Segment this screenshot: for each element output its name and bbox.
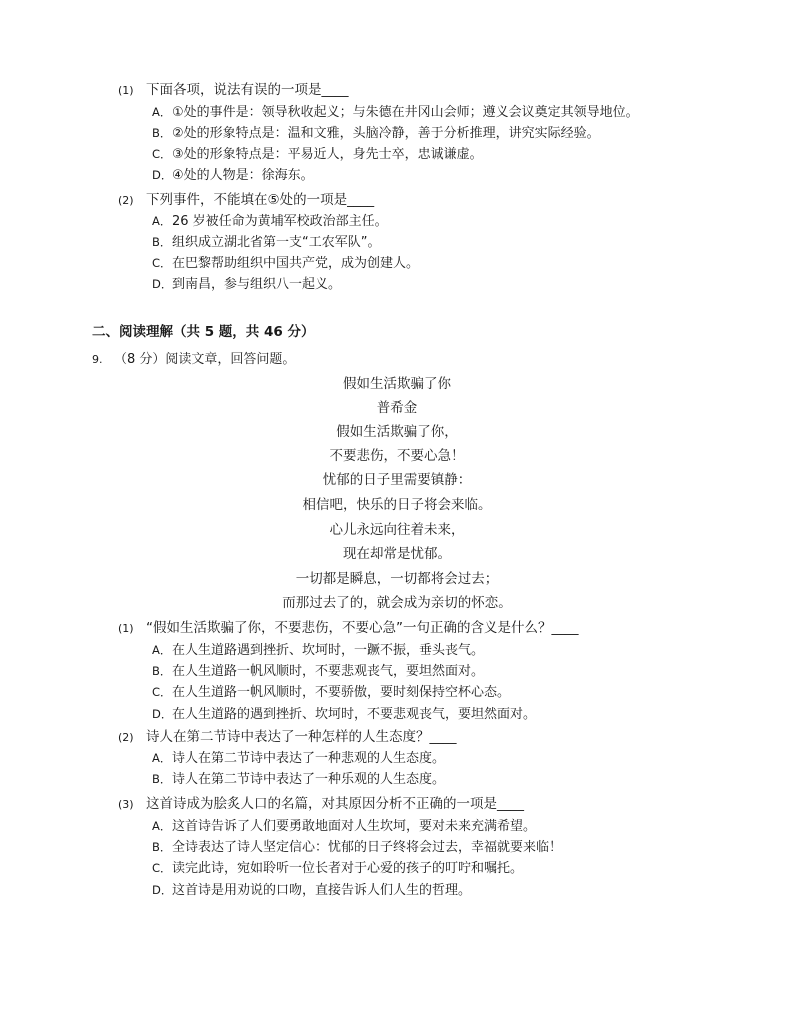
question-text: “假如生活欺骗了你，不要悲伤，不要心急”一句正确的含义是什么？____ [146, 620, 579, 636]
question-stem [118, 78, 349, 98]
question-text: （8 分）阅读文章，回答问题。 [114, 352, 296, 367]
poem-line: 假如生活欺骗了你， [336, 424, 458, 440]
option-b: B．诗人在第二节诗中表达了一种乐观的人生态度。 [152, 772, 446, 787]
option-d: D．这首诗是用劝说的口吻，直接告诉人们人生的哲理。 [152, 883, 472, 898]
question-9 [92, 348, 295, 367]
question-stem [118, 725, 457, 745]
question-text: 这首诗成为脍炙人口的名篇，对其原因分析不正确的一项是____ [146, 796, 524, 812]
option-a: A．在人生道路遇到挫折、坎坷时，一蹶不振，垂头丧气。 [152, 643, 485, 658]
option-b: B．在人生道路一帆风顺时，不要悲观丧气，要坦然面对。 [152, 664, 485, 679]
question-text: 下列事件，不能填在⑤处的一项是____ [146, 192, 375, 208]
question-stem [118, 188, 374, 208]
option-a: A．这首诗告诉了人们要勇敢地面对人生坎坷，要对未来充满希望。 [152, 819, 537, 834]
poem-title: 假如生活欺骗了你 [343, 376, 451, 392]
option-b: B．②处的形象特点是：温和文雅，头脑冷静，善于分析推理，讲究实际经验。 [152, 126, 600, 141]
option-a: A．26 岁被任命为黄埔军校政治部主任。 [152, 214, 388, 229]
question-stem [118, 616, 579, 636]
question-number: (1) [118, 622, 134, 635]
poem-author: 普希金 [376, 400, 418, 416]
poem-line: 而那过去了的，就会成为亲切的怀恋。 [282, 595, 512, 611]
question-number: (2) [118, 731, 134, 744]
poem-line: 心儿永远向往着未来， [329, 522, 465, 538]
option-a: A．①处的事件是：领导秋收起义；与朱德在井冈山会师；遵义会议奠定其领导地位。 [152, 105, 639, 120]
option-d: D．到南昌，参与组织八一起义。 [152, 277, 342, 292]
option-a: A．诗人在第二节诗中表达了一种悲观的人生态度。 [152, 751, 446, 766]
poem-line: 一切都是瞬息，一切都将会过去； [295, 571, 499, 587]
option-d: D．④处的人物是：徐海东。 [152, 168, 314, 183]
section-heading: 二、阅读理解（共 5 题，共 46 分） [92, 324, 315, 340]
poem-line: 忧郁的日子里需要镇静： [322, 472, 472, 488]
question-text: 诗人在第二节诗中表达了一种怎样的人生态度？____ [146, 729, 457, 745]
question-number: (1) [118, 84, 134, 97]
poem-line: 现在却常是忧郁。 [343, 546, 451, 562]
option-c: C．在人生道路一帆风顺时，不要骄傲，要时刻保持空杯心态。 [152, 685, 511, 700]
option-c: C．③处的形象特点是：平易近人，身先士卒，忠诚谦虚。 [152, 147, 483, 162]
question-number: (3) [118, 798, 134, 811]
option-b: B．组织成立湖北省第一支“工农军队”。 [152, 235, 381, 250]
question-number: (2) [118, 194, 134, 207]
option-c: C．读完此诗，宛如聆听一位长者对于心爱的孩子的叮咛和嘱托。 [152, 861, 524, 876]
poem-line: 不要悲伤，不要心急！ [329, 448, 465, 464]
option-c: C．在巴黎帮助组织中国共产党，成为创建人。 [152, 256, 420, 271]
option-b: B．全诗表达了诗人坚定信心：忧郁的日子终将会过去，幸福就要来临！ [152, 840, 563, 855]
question-stem [118, 792, 524, 812]
question-text: 下面各项，说法有误的一项是____ [146, 82, 349, 98]
question-number: 9. [92, 353, 103, 366]
option-d: D．在人生道路的遇到挫折、坎坷时，不要悲观丧气，要坦然面对。 [152, 707, 537, 722]
poem-line: 相信吧，快乐的日子将会来临。 [302, 497, 492, 513]
